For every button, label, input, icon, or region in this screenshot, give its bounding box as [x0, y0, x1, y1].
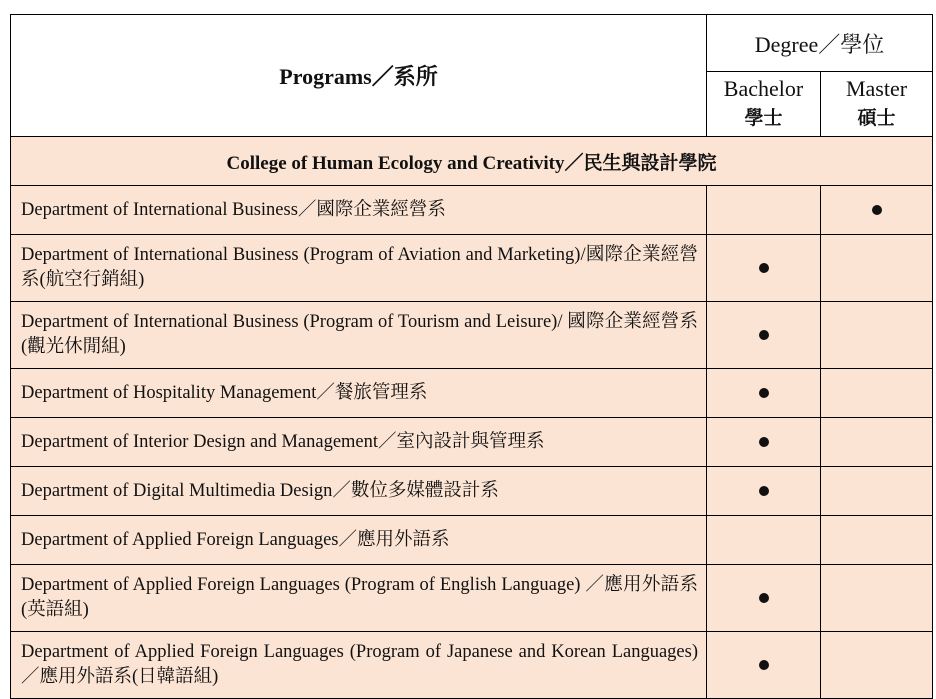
- table-row: [11, 516, 933, 565]
- master-header-en: Master: [845, 76, 908, 101]
- bachelor-header: [707, 72, 821, 137]
- offered-dot-icon: [759, 593, 769, 603]
- offered-dot-icon: [759, 263, 769, 273]
- master-header-zh: 碩士: [857, 108, 896, 129]
- bachelor-cell: [707, 565, 821, 632]
- master-cell: [821, 467, 933, 516]
- master-cell: [821, 302, 933, 369]
- master-cell: [821, 516, 933, 565]
- bachelor-cell: [707, 632, 821, 699]
- table-row: [11, 418, 933, 467]
- college-name: College of Human Ecology and Creativity／民生與設計學院: [11, 137, 933, 186]
- offered-dot-icon: [759, 437, 769, 447]
- master-header: [821, 72, 933, 137]
- offered-dot-icon: [759, 330, 769, 340]
- bachelor-cell: [707, 302, 821, 369]
- bachelor-cell: [707, 369, 821, 418]
- department-name: Department of Applied Foreign Languages (Program of Japanese and Korean Languages)／應用外語系(日韓語組): [11, 632, 707, 699]
- master-cell: [821, 369, 933, 418]
- department-name: Department of International Business／國際企業經營系: [11, 186, 707, 235]
- offered-dot-icon: [759, 388, 769, 398]
- master-cell: [821, 186, 933, 235]
- programs-degree-table: [10, 14, 933, 699]
- department-name: Department of Applied Foreign Languages／應用外語系: [11, 516, 707, 565]
- offered-dot-icon: [759, 660, 769, 670]
- department-name: Department of International Business (Program of Tourism and Leisure)/ 國際企業經營系(觀光休閒組): [11, 302, 707, 369]
- table-row: [11, 235, 933, 302]
- college-row: [11, 137, 933, 186]
- department-name: Department of International Business (Program of Aviation and Marketing)/國際企業經營系(航空行銷組): [11, 235, 707, 302]
- bachelor-cell: [707, 418, 821, 467]
- table-row: [11, 369, 933, 418]
- table-row: [11, 565, 933, 632]
- degree-header-label: Degree／學位: [754, 31, 885, 57]
- department-name: Department of Digital Multimedia Design／數位多媒體設計系: [11, 467, 707, 516]
- table-row: [11, 186, 933, 235]
- master-cell: [821, 632, 933, 699]
- offered-dot-icon: [759, 486, 769, 496]
- table-row: [11, 632, 933, 699]
- bachelor-cell: [707, 467, 821, 516]
- bachelor-header-en: Bachelor: [723, 76, 804, 101]
- master-cell: [821, 235, 933, 302]
- department-name: Department of Interior Design and Management／室內設計與管理系: [11, 418, 707, 467]
- header-row-top: [11, 15, 933, 72]
- table-row: [11, 467, 933, 516]
- programs-header-label: Programs／系所: [279, 64, 438, 89]
- master-cell: [821, 418, 933, 467]
- bachelor-header-zh: 學士: [744, 108, 783, 129]
- table-row: [11, 302, 933, 369]
- degree-header: [707, 15, 933, 72]
- offered-dot-icon: [872, 205, 882, 215]
- bachelor-cell: [707, 235, 821, 302]
- bachelor-cell: [707, 186, 821, 235]
- department-name: Department of Hospitality Management／餐旅管理系: [11, 369, 707, 418]
- bachelor-cell: [707, 516, 821, 565]
- programs-header: [11, 15, 707, 137]
- master-cell: [821, 565, 933, 632]
- department-name: Department of Applied Foreign Languages (Program of English Language) ／應用外語系(英語組): [11, 565, 707, 632]
